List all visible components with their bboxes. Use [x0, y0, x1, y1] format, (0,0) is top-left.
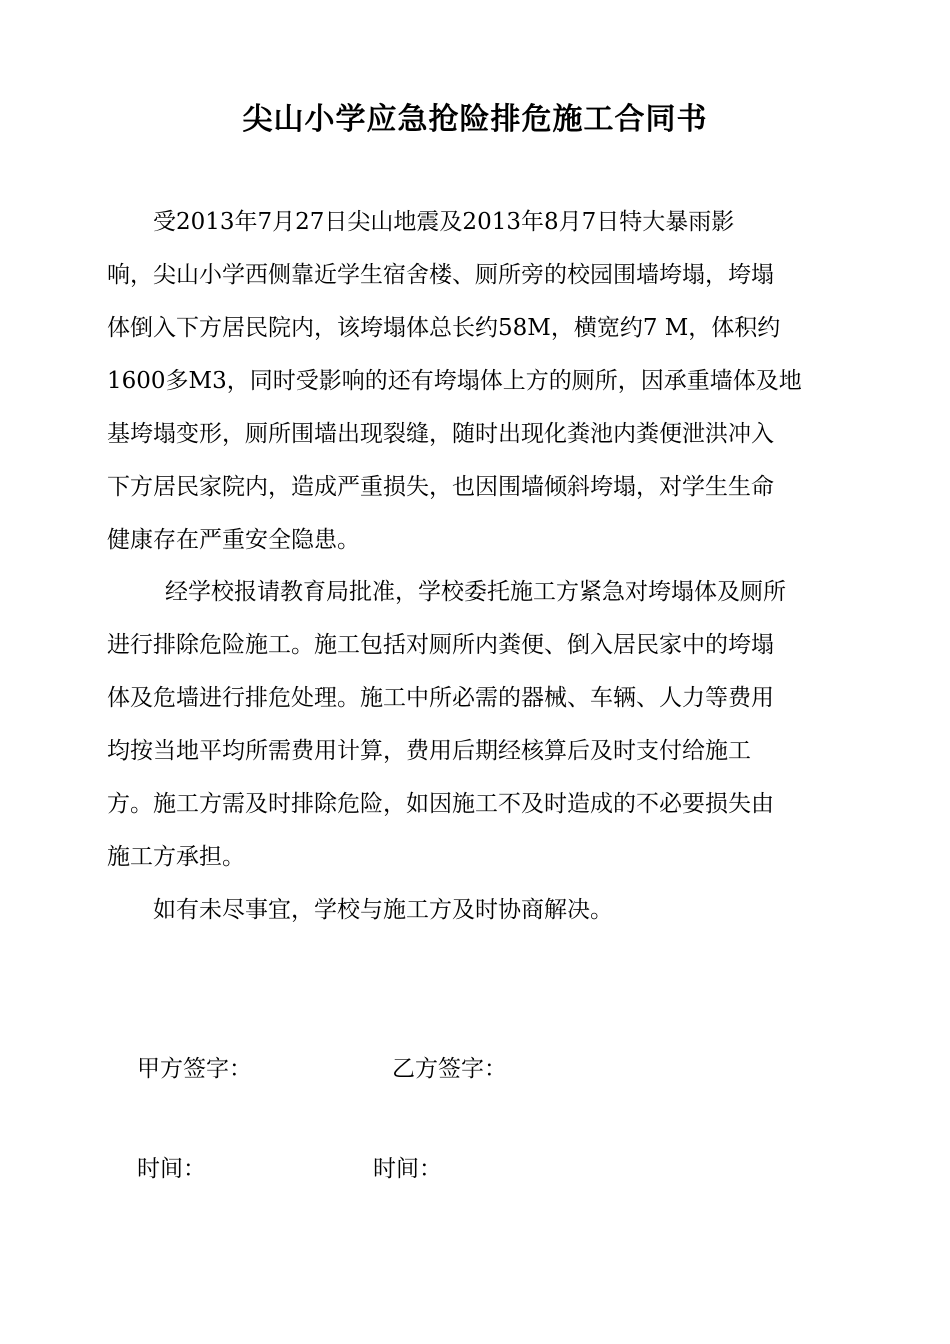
paragraph-line: 基垮塌变形，厕所围墙出现裂缝，随时出现化粪池内粪便泄洪冲入: [107, 421, 774, 447]
document-title: 尖山小学应急抢险排危施工合同书: [242, 102, 708, 137]
paragraph-line: 如有未尽事宜，学校与施工方及时协商解决。: [153, 897, 613, 923]
paragraph-line: 施工方承担。: [107, 844, 245, 870]
paragraph-line: 体倒入下方居民院内，该垮塌体总长约58M，横宽约7 M，体积约: [107, 315, 781, 341]
paragraph-line: 健康存在严重安全隐患。: [107, 527, 360, 553]
paragraph-closing: [107, 884, 819, 937]
paragraph-construction: [107, 566, 819, 884]
paragraph-line: 均按当地平均所需费用计算，费用后期经核算后及时支付给施工: [107, 738, 751, 764]
party-a-time-label: 时间：: [137, 1156, 206, 1182]
paragraph-line: 下方居民家院内，造成严重损失，也因围墙倾斜垮塌，对学生生命: [107, 474, 774, 500]
party-a-signature-label: 甲方签字：: [137, 1056, 252, 1082]
paragraph-line: 经学校报请教育局批准，学校委托施工方紧急对垮塌体及厕所: [165, 579, 786, 605]
paragraph-line: 响，尖山小学西侧靠近学生宿舍楼、厕所旁的校园围墙垮塌，垮塌: [107, 262, 774, 288]
paragraph-line: 1600多M3，同时受影响的还有垮塌体上方的厕所，因承重墙体及地: [107, 368, 802, 394]
paragraph-line: 受2013年7月27日尖山地震及2013年8月7日特大暴雨影: [153, 209, 735, 235]
paragraph-line: 进行排除危险施工。施工包括对厕所内粪便、倒入居民家中的垮塌: [107, 632, 774, 658]
paragraph-line: 体及危墙进行排危处理。施工中所必需的器械、车辆、人力等费用: [107, 685, 774, 711]
paragraph-line: 方。施工方需及时排除危险，如因施工不及时造成的不必要损失由: [107, 791, 774, 817]
party-b-time-label: 时间：: [373, 1156, 442, 1182]
party-b-signature-label: 乙方签字：: [392, 1056, 507, 1082]
paragraph-incident: [107, 196, 819, 567]
